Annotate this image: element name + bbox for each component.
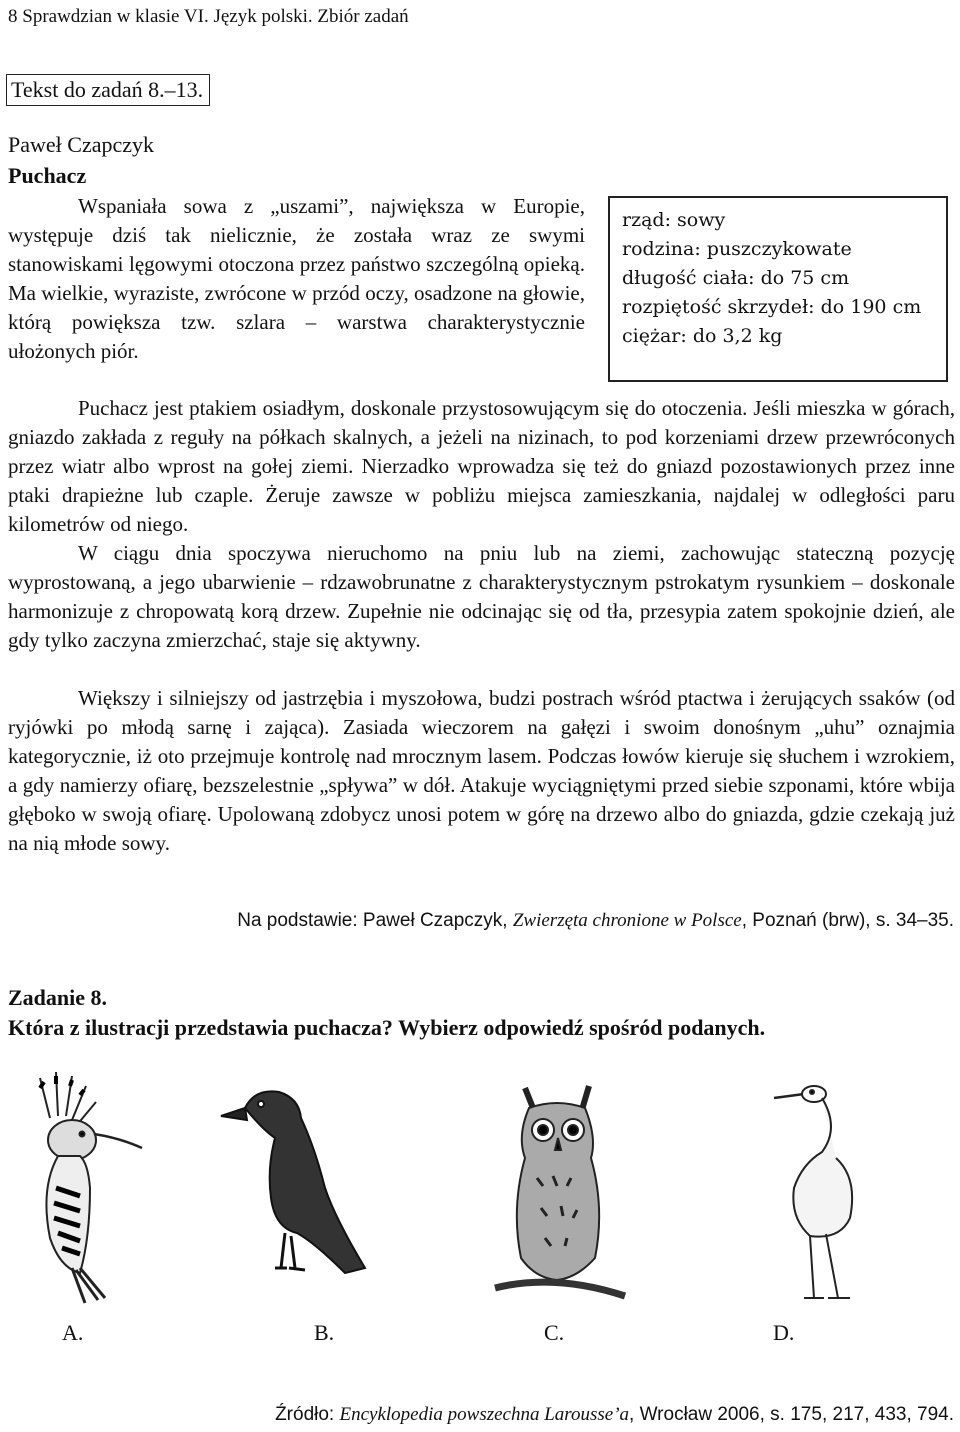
footer-prefix: Źródło: <box>275 1404 340 1425</box>
option-c-label: C. <box>544 1320 565 1345</box>
option-a-label: A. <box>62 1320 84 1345</box>
source-suffix: , Poznań (brw), s. 34–35. <box>741 910 954 931</box>
task-question: Która z ilustracji przedstawia puchacza? Wybierz odpowiedź spośród podanych. <box>8 1015 766 1040</box>
paragraph-3: Większy i silniejszy od jastrzębia i myszołowa, budzi postrach wśród ptactwa i żerujących ssaków (od ryjówki po młodą sarnę i zająca). Zasiada wieczorem na gałęzi i swoim donośnym „uhu” oznajmia kategorycznie, iż oto przejmuje kontrolę nad mrocznym lasem. Podczas łowów kieruje się słuchem i wzrokiem, a gdy namierzy ofiarę, bezszelestnie „spływa” w dół. Atakuje wyciągniętymi przed siebie szponami, które wbija głęboko w swoją ofiarę. Upolowaną zdobycz unosi potem w górę na drzewo albo do gniazda, gdzie czekają już na nią młode sowy. <box>8 686 955 855</box>
paragraph-2: W ciągu dnia spoczywa nieruchomo na pniu lub na ziemi, zachowując stateczną pozycję wyprostowaną, a jego ubarwienie – rdzawobrunatne z charakterystycznym pstrokatym rysunkiem – doskonale harmonizuje z chropowatą korą drzew. Zupełnie nie odcinając się od tła, przesypia zatem spokojnie dzień, ale gdy tylko zaczyna zmierzchać, staje się aktywny. <box>8 541 955 652</box>
task-title: Zadanie 8. <box>8 985 108 1010</box>
infobox-weight: ciężar: do 3,2 kg <box>622 325 783 347</box>
option-b-label: B. <box>314 1320 335 1345</box>
infobox-family: rodzina: puszczykowate <box>622 238 852 260</box>
lead-paragraph <box>8 192 585 366</box>
author: Paweł Czapczyk <box>8 132 154 157</box>
hoopoe-illustration <box>10 1068 150 1308</box>
eagle-owl-illustration <box>485 1068 635 1308</box>
figure-source <box>275 1404 954 1426</box>
source-book: Zwierzęta chronione w Polsce <box>512 910 742 931</box>
egret-illustration <box>740 1068 890 1308</box>
infobox-wingspan: rozpiętość skrzydeł: do 190 cm <box>622 296 922 318</box>
lead-text: Wspaniała sowa z „uszami”, największa w Europie, występuje dziś tak nielicznie, że została wraz ze swymi stanowiskami lęgowymi otoczona przez państwo szczególną opieką. Ma wielkie, wyraziste, zwrócone w przód oczy, osadzone na głowie, którą powiększa tzw. szlara – warstwa charakterystycznie ułożonych piór. <box>8 194 585 363</box>
source-prefix: Na podstawie: Paweł Czapczyk, <box>237 910 513 931</box>
paragraph-1: Puchacz jest ptakiem osiadłym, doskonale przystosowującym się do otoczenia. Jeśli mieszka w górach, gniazdo zakłada z reguły na półkach skalnych, a jeżeli na nizinach, to pod korzeniami drzew przewróconych przez wiatr albo wprost na gołej ziemi. Nierzadko wprowadza się też do gniazd pozostawionych przez inne ptaki drapieżne lub czaple. Żeruje zawsze w pobliżu miejsca zamieszkania, najdalej w odległości paru kilometrów od niego. <box>8 396 955 536</box>
option-d-label: D. <box>773 1320 795 1345</box>
footer-book: Encyklopedia powszechna Larousse’a <box>339 1404 630 1425</box>
text-title: Puchacz <box>8 163 87 188</box>
source-citation <box>237 910 954 932</box>
species-infobox <box>608 196 948 382</box>
page-header: 8 Sprawdzian w klasie VI. Język polski. Zbiór zadań <box>8 6 409 27</box>
infobox-length: długość ciała: do 75 cm <box>622 267 850 289</box>
infobox-order: rząd: sowy <box>622 209 726 231</box>
section-label: Tekst do zadań 8.–13. <box>6 74 210 106</box>
raven-illustration <box>215 1068 395 1298</box>
footer-suffix: , Wrocław 2006, s. 175, 217, 433, 794. <box>629 1404 954 1425</box>
